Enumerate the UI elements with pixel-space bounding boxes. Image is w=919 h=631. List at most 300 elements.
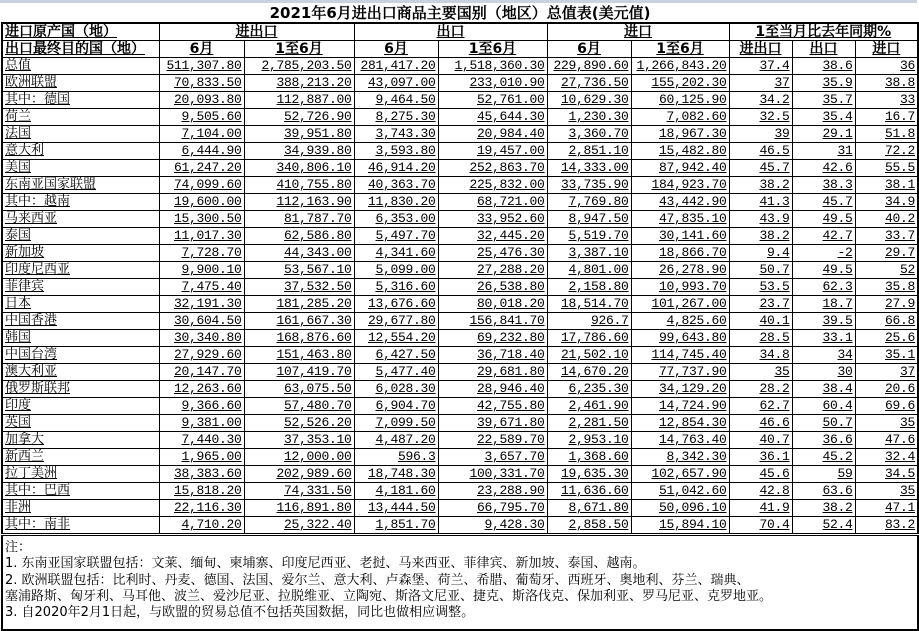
- cell-export-ytd: 25,476.30: [438, 245, 547, 262]
- cell-total-ytd: 388,213.20: [244, 75, 354, 92]
- cell-yoy-import: 25.6: [855, 330, 918, 347]
- cell-import-jun: 3,387.10: [547, 245, 631, 262]
- cell-yoy-total: 39: [729, 126, 792, 143]
- cell-yoy-export: 45.7: [792, 194, 855, 211]
- cell-import-jun: 4,801.00: [547, 262, 631, 279]
- cell-yoy-import: 72.2: [855, 143, 918, 160]
- cell-export-jun: 4,341.60: [354, 245, 438, 262]
- cell-yoy-import: 16.7: [855, 109, 918, 126]
- cell-import-jun: 21,502.10: [547, 347, 631, 364]
- cell-yoy-export: 45.2: [792, 449, 855, 466]
- cell-yoy-export: 62.3: [792, 279, 855, 296]
- cell-import-ytd: 8,342.30: [631, 449, 729, 466]
- cell-export-jun: 6,353.00: [354, 211, 438, 228]
- cell-yoy-export: 38.4: [792, 381, 855, 398]
- region-name: 其中：巴西: [2, 483, 159, 500]
- cell-yoy-export: 35.4: [792, 109, 855, 126]
- table-row: [2, 279, 918, 296]
- cell-import-jun: 2,858.50: [547, 517, 631, 534]
- cell-yoy-total: 40.7: [729, 432, 792, 449]
- cell-yoy-import: 20.6: [855, 381, 918, 398]
- subheader-export-ytd: 1至6月: [438, 41, 547, 58]
- cell-import-jun: 1,368.60: [547, 449, 631, 466]
- cell-import-jun: 8,671.80: [547, 500, 631, 517]
- cell-export-ytd: 52,761.00: [438, 92, 547, 109]
- region-name: 东南亚国家联盟: [2, 177, 159, 194]
- cell-export-jun: 5,099.00: [354, 262, 438, 279]
- cell-yoy-total: 37.4: [729, 58, 792, 75]
- cell-yoy-total: 70.4: [729, 517, 792, 534]
- cell-export-jun: 12,554.20: [354, 330, 438, 347]
- cell-import-jun: 2,158.80: [547, 279, 631, 296]
- cell-import-jun: 2,851.10: [547, 143, 631, 160]
- cell-export-jun: 6,904.70: [354, 398, 438, 415]
- cell-import-ytd: 101,267.00: [631, 296, 729, 313]
- region-name: 印度尼西亚: [2, 262, 159, 279]
- cell-yoy-import: 83.2: [855, 517, 918, 534]
- cell-export-ytd: 27,288.20: [438, 262, 547, 279]
- table-row: [2, 313, 918, 330]
- cell-yoy-total: 41.9: [729, 500, 792, 517]
- cell-export-ytd: 3,657.70: [438, 449, 547, 466]
- cell-export-ytd: 225,832.00: [438, 177, 547, 194]
- subheader-yoy-import: 进口: [855, 41, 918, 58]
- cell-yoy-import: 51.8: [855, 126, 918, 143]
- row-label-header-2: 出口最终目的国（地）: [2, 41, 159, 58]
- cell-yoy-import: 36: [855, 58, 918, 75]
- note-line: 塞浦路斯、匈牙利、马耳他、波兰、爱沙尼亚、拉脱维亚、立陶宛、斯洛文尼亚、捷克、斯洛伐克、保加利亚、罗马尼亚、克罗地亚。: [5, 588, 773, 604]
- cell-total-ytd: 37,353.10: [244, 432, 354, 449]
- cell-export-jun: 4,181.60: [354, 483, 438, 500]
- cell-import-ytd: 14,724.90: [631, 398, 729, 415]
- cell-total-ytd: 34,939.80: [244, 143, 354, 160]
- cell-import-ytd: 14,763.40: [631, 432, 729, 449]
- cell-export-jun: 40,363.70: [354, 177, 438, 194]
- cell-yoy-import: 34.5: [855, 466, 918, 483]
- cell-export-jun: 6,028.30: [354, 381, 438, 398]
- table-row: [2, 160, 918, 177]
- region-name: 泰国: [2, 228, 159, 245]
- row-label-header-1: 进口原产国（地）: [2, 23, 159, 41]
- cell-yoy-export: 38.2: [792, 500, 855, 517]
- region-name: 印度: [2, 398, 159, 415]
- cell-export-jun: 5,477.40: [354, 364, 438, 381]
- cell-yoy-export: 35.7: [792, 92, 855, 109]
- cell-total-jun: 12,263.60: [159, 381, 244, 398]
- cell-yoy-total: 38.2: [729, 228, 792, 245]
- region-name: 澳大利亚: [2, 364, 159, 381]
- region-name: 日本: [2, 296, 159, 313]
- cell-import-jun: 7,769.80: [547, 194, 631, 211]
- cell-import-ytd: 114,745.40: [631, 347, 729, 364]
- table-row: [2, 228, 918, 245]
- cell-export-ytd: 1,518,360.30: [438, 58, 547, 75]
- cell-import-ytd: 102,657.90: [631, 466, 729, 483]
- cell-total-jun: 27,929.60: [159, 347, 244, 364]
- cell-total-jun: 70,833.50: [159, 75, 244, 92]
- cell-import-jun: 14,670.20: [547, 364, 631, 381]
- cell-export-jun: 1,851.70: [354, 517, 438, 534]
- cell-total-ytd: 340,806.10: [244, 160, 354, 177]
- cell-import-ytd: 18,967.30: [631, 126, 729, 143]
- cell-import-ytd: 155,202.30: [631, 75, 729, 92]
- cell-import-jun: 14,333.00: [547, 160, 631, 177]
- cell-export-ytd: 252,863.70: [438, 160, 547, 177]
- cell-yoy-export: 60.4: [792, 398, 855, 415]
- cell-import-jun: 18,514.70: [547, 296, 631, 313]
- region-name: 俄罗斯联邦: [2, 381, 159, 398]
- cell-export-ytd: 20,984.40: [438, 126, 547, 143]
- cell-yoy-import: 47.1: [855, 500, 918, 517]
- cell-total-jun: 7,728.70: [159, 245, 244, 262]
- cell-import-ytd: 15,894.10: [631, 517, 729, 534]
- cell-import-jun: 2,281.50: [547, 415, 631, 432]
- cell-total-ytd: 74,331.50: [244, 483, 354, 500]
- cell-total-ytd: 57,480.70: [244, 398, 354, 415]
- cell-total-jun: 9,505.60: [159, 109, 244, 126]
- cell-export-ytd: 100,331.70: [438, 466, 547, 483]
- cell-export-jun: 281,417.20: [354, 58, 438, 75]
- cell-import-jun: 1,230.30: [547, 109, 631, 126]
- cell-yoy-import: 34.9: [855, 194, 918, 211]
- cell-import-ytd: 18,866.70: [631, 245, 729, 262]
- cell-yoy-export: 35.9: [792, 75, 855, 92]
- cell-yoy-export: 18.7: [792, 296, 855, 313]
- region-name: 英国: [2, 415, 159, 432]
- cell-import-jun: 2,461.90: [547, 398, 631, 415]
- cell-export-jun: 4,487.20: [354, 432, 438, 449]
- region-name: 加拿大: [2, 432, 159, 449]
- table-row: [2, 500, 918, 517]
- cell-import-jun: 8,947.50: [547, 211, 631, 228]
- cell-yoy-import: 35.1: [855, 347, 918, 364]
- group-header-export: 出口: [354, 23, 547, 41]
- cell-yoy-export: 49.5: [792, 262, 855, 279]
- cell-yoy-export: 59: [792, 466, 855, 483]
- region-name: 美国: [2, 160, 159, 177]
- cell-yoy-total: 53.5: [729, 279, 792, 296]
- cell-import-jun: 33,735.90: [547, 177, 631, 194]
- cell-import-ytd: 1,266,843.20: [631, 58, 729, 75]
- cell-total-ytd: 107,419.70: [244, 364, 354, 381]
- cell-yoy-import: 29.7: [855, 245, 918, 262]
- cell-yoy-export: 34: [792, 347, 855, 364]
- cell-total-jun: 11,017.30: [159, 228, 244, 245]
- cell-yoy-export: 49.5: [792, 211, 855, 228]
- cell-export-ytd: 39,671.80: [438, 415, 547, 432]
- cell-total-ytd: 151,463.80: [244, 347, 354, 364]
- cell-import-ytd: 50,096.10: [631, 500, 729, 517]
- cell-total-jun: 32,191.30: [159, 296, 244, 313]
- cell-yoy-import: 52: [855, 262, 918, 279]
- cell-total-jun: 7,475.40: [159, 279, 244, 296]
- cell-total-ytd: 44,343.00: [244, 245, 354, 262]
- group-header-import: 进口: [547, 23, 729, 41]
- table-row: [2, 92, 918, 109]
- cell-yoy-total: 43.9: [729, 211, 792, 228]
- table-row: [2, 398, 918, 415]
- table-row: [2, 347, 918, 364]
- cell-yoy-total: 28.2: [729, 381, 792, 398]
- cell-yoy-export: 33.1: [792, 330, 855, 347]
- cell-yoy-import: 38.8: [855, 75, 918, 92]
- cell-yoy-export: 38.3: [792, 177, 855, 194]
- cell-total-jun: 15,818.20: [159, 483, 244, 500]
- cell-export-jun: 13,676.60: [354, 296, 438, 313]
- cell-export-ytd: 45,644.30: [438, 109, 547, 126]
- cell-total-jun: 38,383.60: [159, 466, 244, 483]
- cell-yoy-import: 33: [855, 92, 918, 109]
- cell-yoy-import: 35: [855, 415, 918, 432]
- region-name: 中国台湾: [2, 347, 159, 364]
- cell-yoy-total: 34.8: [729, 347, 792, 364]
- cell-export-jun: 13,444.50: [354, 500, 438, 517]
- note-line: 1. 东南亚国家联盟包括：文莱、缅甸、柬埔寨、印度尼西亚、老挝、马来西亚、菲律宾、新加坡、泰国、越南。: [5, 556, 646, 572]
- cell-total-jun: 19,600.00: [159, 194, 244, 211]
- table-row: [2, 432, 918, 449]
- cell-export-ytd: 23,288.90: [438, 483, 547, 500]
- cell-yoy-export: 39.5: [792, 313, 855, 330]
- cell-yoy-total: 45.7: [729, 160, 792, 177]
- subheader-total-jun: 6月: [159, 41, 244, 58]
- cell-total-ytd: 181,285.20: [244, 296, 354, 313]
- subheader-yoy-export: 出口: [792, 41, 855, 58]
- subheader-export-jun: 6月: [354, 41, 438, 58]
- table-row: [2, 143, 918, 160]
- table-row: [2, 330, 918, 347]
- cell-total-jun: 74,099.60: [159, 177, 244, 194]
- table-title: 2021年6月进出口商品主要国别（地区）总值表(美元值): [2, 4, 918, 23]
- cell-total-ytd: 116,891.80: [244, 500, 354, 517]
- cell-export-jun: 7,099.50: [354, 415, 438, 432]
- cell-export-ytd: 66,795.70: [438, 500, 547, 517]
- cell-export-jun: 9,464.50: [354, 92, 438, 109]
- cell-total-ytd: 53,567.10: [244, 262, 354, 279]
- cell-yoy-total: 45.6: [729, 466, 792, 483]
- cell-import-ytd: 34,129.20: [631, 381, 729, 398]
- cell-yoy-total: 37: [729, 75, 792, 92]
- cell-yoy-import: 40.2: [855, 211, 918, 228]
- cell-export-jun: 29,677.80: [354, 313, 438, 330]
- cell-import-jun: 3,360.70: [547, 126, 631, 143]
- cell-yoy-import: 27.9: [855, 296, 918, 313]
- cell-import-ytd: 77,737.90: [631, 364, 729, 381]
- cell-total-ytd: 2,785,203.50: [244, 58, 354, 75]
- cell-import-ytd: 30,141.60: [631, 228, 729, 245]
- cell-import-ytd: 12,854.30: [631, 415, 729, 432]
- table-body: [2, 58, 918, 534]
- cell-export-ytd: 68,721.00: [438, 194, 547, 211]
- cell-export-jun: 5,497.70: [354, 228, 438, 245]
- region-name: 新西兰: [2, 449, 159, 466]
- cell-yoy-export: -2: [792, 245, 855, 262]
- cell-import-ytd: 15,482.80: [631, 143, 729, 160]
- cell-total-jun: 7,440.30: [159, 432, 244, 449]
- table-row: [2, 194, 918, 211]
- cell-total-jun: 30,604.50: [159, 313, 244, 330]
- region-name: 拉丁美洲: [2, 466, 159, 483]
- subheader-import-jun: 6月: [547, 41, 631, 58]
- cell-export-ytd: 9,428.30: [438, 517, 547, 534]
- cell-total-ytd: 63,075.50: [244, 381, 354, 398]
- cell-import-jun: 229,890.60: [547, 58, 631, 75]
- cell-yoy-import: 35: [855, 483, 918, 500]
- note-line: 2. 欧洲联盟包括：比利时、丹麦、德国、法国、爱尔兰、意大利、卢森堡、荷兰、希腊、葡萄牙、西班牙、奥地利、芬兰、瑞典、: [5, 572, 750, 588]
- cell-yoy-import: 38.1: [855, 177, 918, 194]
- cell-import-ytd: 47,835.10: [631, 211, 729, 228]
- cell-yoy-export: 31: [792, 143, 855, 160]
- cell-total-jun: 511,307.80: [159, 58, 244, 75]
- region-name: 非洲: [2, 500, 159, 517]
- cell-total-jun: 61,247.20: [159, 160, 244, 177]
- cell-import-jun: 11,636.60: [547, 483, 631, 500]
- cell-export-jun: 3,743.30: [354, 126, 438, 143]
- cell-total-jun: 15,300.50: [159, 211, 244, 228]
- cell-total-ytd: 62,586.80: [244, 228, 354, 245]
- cell-export-ytd: 26,538.80: [438, 279, 547, 296]
- table-row: [2, 58, 918, 75]
- cell-import-ytd: 87,942.40: [631, 160, 729, 177]
- region-name: 意大利: [2, 143, 159, 160]
- table-row: [2, 262, 918, 279]
- cell-import-jun: 27,736.50: [547, 75, 631, 92]
- table-row: [2, 517, 918, 534]
- table-row: [2, 211, 918, 228]
- cell-total-ytd: 112,163.90: [244, 194, 354, 211]
- cell-import-jun: 19,635.30: [547, 466, 631, 483]
- cell-import-jun: 6,235.30: [547, 381, 631, 398]
- table-row: [2, 381, 918, 398]
- cell-import-jun: 2,953.10: [547, 432, 631, 449]
- region-name: 欧洲联盟: [2, 75, 159, 92]
- cell-total-ytd: 410,755.80: [244, 177, 354, 194]
- cell-yoy-import: 33.7: [855, 228, 918, 245]
- cell-import-ytd: 7,082.60: [631, 109, 729, 126]
- cell-total-jun: 1,965.00: [159, 449, 244, 466]
- region-name: 其中：越南: [2, 194, 159, 211]
- cell-import-jun: 17,786.60: [547, 330, 631, 347]
- cell-total-ytd: 12,000.00: [244, 449, 354, 466]
- table-row: [2, 296, 918, 313]
- cell-yoy-total: 41.3: [729, 194, 792, 211]
- cell-total-ytd: 202,989.60: [244, 466, 354, 483]
- cell-import-ytd: 26,278.90: [631, 262, 729, 279]
- cell-export-ytd: 233,010.90: [438, 75, 547, 92]
- table-row: [2, 126, 918, 143]
- cell-yoy-export: 50.7: [792, 415, 855, 432]
- cell-yoy-export: 52.4: [792, 517, 855, 534]
- cell-export-ytd: 28,946.40: [438, 381, 547, 398]
- cell-export-ytd: 33,952.60: [438, 211, 547, 228]
- cell-yoy-total: 36.1: [729, 449, 792, 466]
- cell-import-jun: 926.7: [547, 313, 631, 330]
- cell-yoy-import: 35.8: [855, 279, 918, 296]
- cell-export-jun: 8,275.30: [354, 109, 438, 126]
- cell-import-ytd: 10,993.70: [631, 279, 729, 296]
- cell-yoy-import: 32.4: [855, 449, 918, 466]
- region-name: 中国香港: [2, 313, 159, 330]
- region-name: 法国: [2, 126, 159, 143]
- cell-yoy-import: 47.6: [855, 432, 918, 449]
- window-frame: [0, 0, 917, 3]
- cell-yoy-total: 28.5: [729, 330, 792, 347]
- table-row: [2, 245, 918, 262]
- cell-yoy-total: 23.7: [729, 296, 792, 313]
- cell-yoy-import: 37: [855, 364, 918, 381]
- cell-import-ytd: 184,923.70: [631, 177, 729, 194]
- cell-yoy-total: 42.8: [729, 483, 792, 500]
- cell-export-ytd: 69,232.80: [438, 330, 547, 347]
- cell-import-jun: 5,519.70: [547, 228, 631, 245]
- trade-table: [1, 4, 919, 534]
- subheader-yoy-total: 进出口: [729, 41, 792, 58]
- cell-yoy-total: 34.2: [729, 92, 792, 109]
- cell-import-ytd: 4,825.60: [631, 313, 729, 330]
- note-line: 3. 自2020年2月1日起，与欧盟的贸易总值不包括英国数据，同比也做相应调整。: [5, 605, 475, 621]
- cell-yoy-total: 9.4: [729, 245, 792, 262]
- cell-total-jun: 7,104.00: [159, 126, 244, 143]
- cell-yoy-total: 50.7: [729, 262, 792, 279]
- cell-total-jun: 6,444.90: [159, 143, 244, 160]
- notes-heading: 注：: [5, 540, 32, 555]
- table-row: [2, 449, 918, 466]
- cell-yoy-export: 29.1: [792, 126, 855, 143]
- cell-export-jun: 43,097.00: [354, 75, 438, 92]
- cell-total-ytd: 25,322.40: [244, 517, 354, 534]
- cell-yoy-export: 30: [792, 364, 855, 381]
- cell-total-jun: 9,900.10: [159, 262, 244, 279]
- cell-total-ytd: 81,787.70: [244, 211, 354, 228]
- cell-export-jun: 5,316.60: [354, 279, 438, 296]
- cell-yoy-import: 69.6: [855, 398, 918, 415]
- cell-total-jun: 30,340.80: [159, 330, 244, 347]
- cell-yoy-total: 32.5: [729, 109, 792, 126]
- cell-export-ytd: 19,457.00: [438, 143, 547, 160]
- cell-export-jun: 11,830.20: [354, 194, 438, 211]
- cell-yoy-import: 66.8: [855, 313, 918, 330]
- cell-yoy-total: 38.2: [729, 177, 792, 194]
- region-name: 其中：德国: [2, 92, 159, 109]
- cell-total-jun: 22,116.30: [159, 500, 244, 517]
- cell-import-ytd: 60,125.90: [631, 92, 729, 109]
- cell-import-ytd: 43,442.90: [631, 194, 729, 211]
- table-row: [2, 109, 918, 126]
- cell-yoy-export: 42.6: [792, 160, 855, 177]
- region-name: 菲律宾: [2, 279, 159, 296]
- cell-total-ytd: 37,532.50: [244, 279, 354, 296]
- cell-yoy-import: 55.5: [855, 160, 918, 177]
- region-name: 新加坡: [2, 245, 159, 262]
- cell-yoy-total: 46.5: [729, 143, 792, 160]
- cell-export-ytd: 29,681.80: [438, 364, 547, 381]
- table-row: [2, 415, 918, 432]
- cell-import-ytd: 99,643.80: [631, 330, 729, 347]
- cell-import-ytd: 51,042.60: [631, 483, 729, 500]
- cell-total-jun: 9,366.60: [159, 398, 244, 415]
- subheader-total-ytd: 1至6月: [244, 41, 354, 58]
- table-row: [2, 483, 918, 500]
- region-name: 其中：南非: [2, 517, 159, 534]
- table-row: [2, 75, 918, 92]
- cell-export-jun: 6,427.50: [354, 347, 438, 364]
- notes-box: [1, 535, 919, 631]
- cell-import-jun: 10,629.30: [547, 92, 631, 109]
- region-name: 总值: [2, 58, 159, 75]
- cell-total-ytd: 161,667.30: [244, 313, 354, 330]
- cell-export-jun: 18,748.30: [354, 466, 438, 483]
- table-row: [2, 466, 918, 483]
- cell-export-ytd: 22,589.70: [438, 432, 547, 449]
